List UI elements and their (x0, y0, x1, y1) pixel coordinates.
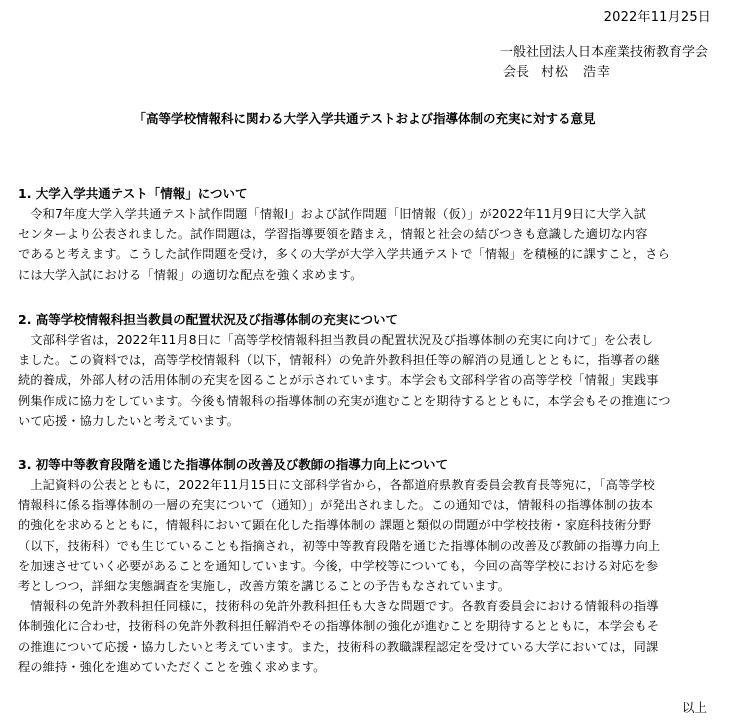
organization-name: 一般社団法人日本産業技術教育学会 (500, 45, 709, 60)
document-title: 「高等学校情報科に関わる大学入学共通テストおよび指導体制の充実に対する意見 (133, 111, 596, 126)
section-paragraph: 上記資料の公表とともに，2022年11月15日に文部科学省から，各都道府県教育委員会教育長等宛に，「高等学校 情報科に係る指導体制の一層の充実について（通知）」が発出されました。この通知では，情報科の指導体制の抜本 的強化を求めるとともに，情報科において顕在化した指導体制の 課題と類似の問題が中学校技術・家庭科技術分野 （以下，技術科）でも生じていることも指摘され，初等中等教育段階を通じた指導体制の改善及び教師の指導力向上 を加速させていく必要があることを通知しています。今後，中学校等についても，今回の高等学校における対応を参 考としつつ，詳細な実態調査を実施し，改善方策を講じることの予告もなされています。 (18, 478, 661, 594)
section-2 (18, 310, 718, 431)
section-heading: 3. 初等中等教育段階を通じた指導体制の改善及び教師の指導力向上について (18, 457, 449, 472)
section-3 (18, 455, 718, 677)
section-paragraph: 情報科の免許外教科担任同様に，技術科の免許外教科担任も大きな問題です。各教育委員会における情報科の指導 体制強化に合わせ，技術科の免許外教科担任解消やその指導体制の強化が進むことを期待するとともに，本学会もそ の推進について応援・協力したいと考えています。また，技術科の教職課程認定を受けている大学においては，同課 程の維持・強化を進めていただくことを強く求めます。 (18, 599, 660, 674)
author-block (500, 43, 708, 83)
section-heading: 2. 高等学校情報科担当教員の配置状況及び指導体制の充実について (18, 312, 399, 327)
author-title: 会長 (503, 65, 530, 80)
section-paragraph: 令和7年度大学入学共通テスト試作問題「情報Ⅰ」および試作問題「旧情報（仮）」が2022年11月9日に大学入試 センターより公表されました。試作問題は，学習指導要領を踏まえ，情報と社会の結びつきも意識した適切な内容 であると考えます。こうした試作問題を受け，多くの大学が大学入学共通テストで「情報」を積極的に課すこと，さら には大学入試における「情報」の適切な配点を強く求めます。 (18, 207, 670, 282)
section-1 (18, 184, 718, 285)
author-name: 村松 浩幸 (541, 65, 612, 80)
section-heading: 1. 大学入学共通テスト「情報」について (18, 186, 248, 201)
section-paragraph: 文部科学省は，2022年11月8日に「高等学校情報科担当教員の配置状況及び指導体制の充実に向けて」を公表し ました。この資料では，高等学校情報科（以下，情報科）の免許外教科担任等の解消の見通しとともに，指導者の継 続的養成，外部人材の活用体制の充実を図ることが示されています。本学会も文部科学省の高等学校「情報」実践事 例集作成に協力をしています。今後も情報科の指導体制の充実が進むことを期待するとともに，本学会もその推進につ いて応援・協力したいと考えています。 (18, 333, 671, 428)
document-date: 2022年11月25日 (603, 10, 711, 25)
closing-remark: 以上 (681, 700, 707, 715)
